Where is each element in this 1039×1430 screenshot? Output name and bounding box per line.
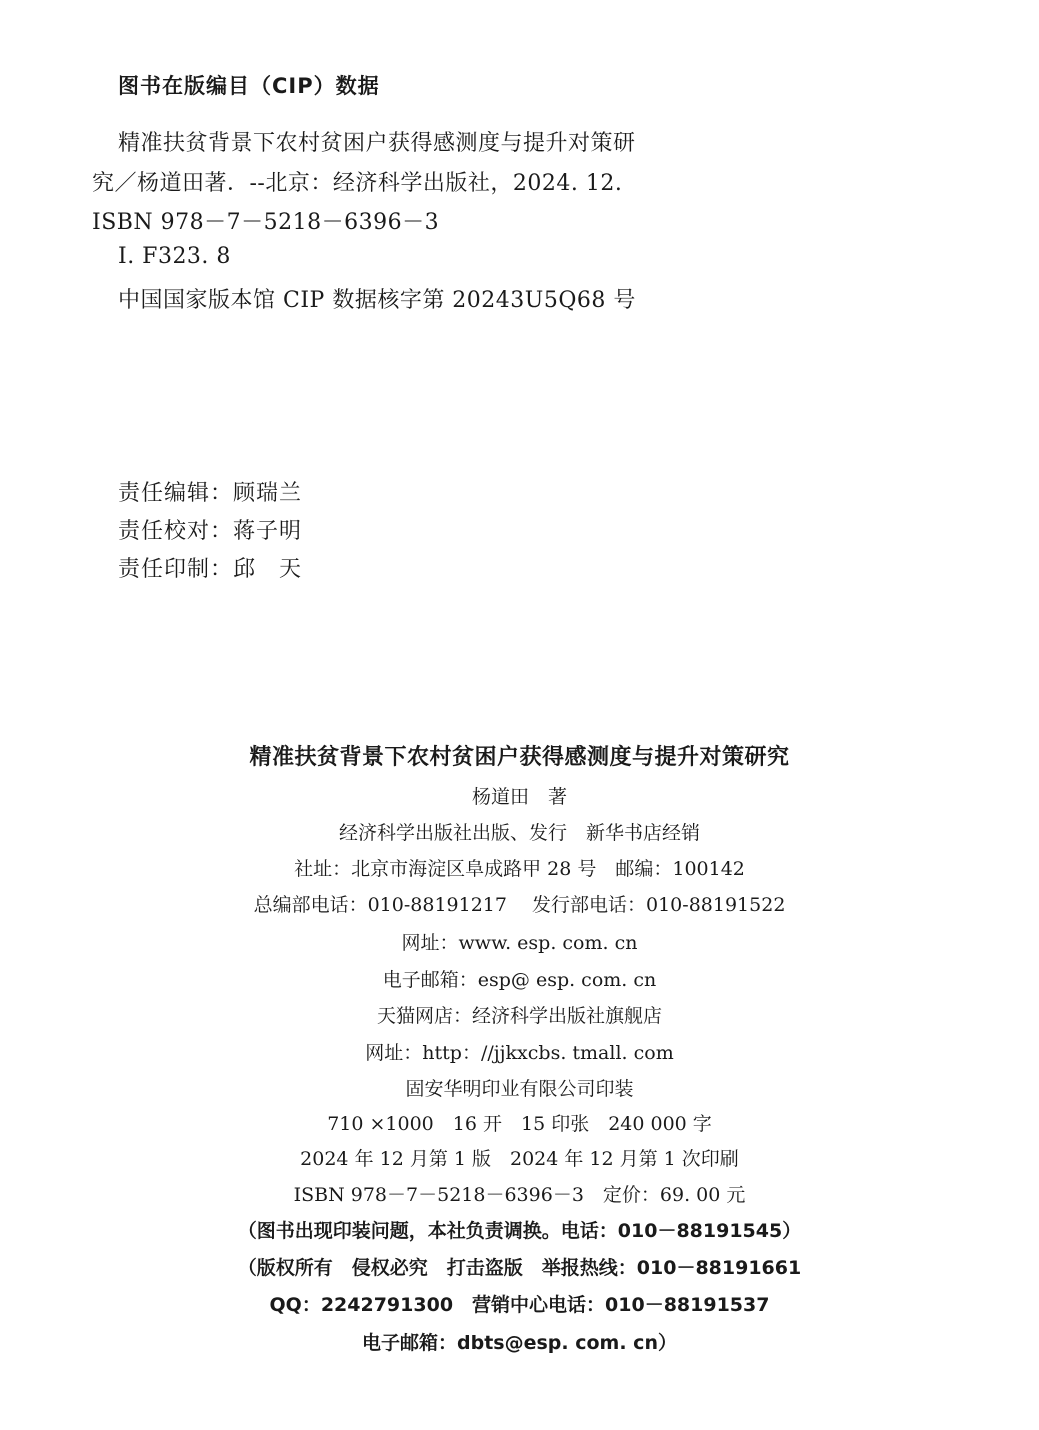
responsible-editor: 责任编辑：顾瑞兰 (118, 481, 303, 506)
cip-heading: 图书在版编目（CIP）数据 (118, 74, 380, 98)
notice-email: 电子邮箱：dbts@esp. com. cn） (362, 1332, 677, 1354)
cip-isbn-line: ISBN 978－7－5218－6396－3 (92, 210, 440, 235)
website-line: 网址：www. esp. com. cn (401, 932, 638, 954)
publisher-line: 经济科学出版社出版、发行 新华书店经销 (338, 822, 700, 844)
printer-line: 固安华明印业有限公司印装 (405, 1078, 634, 1100)
cip-classification-line: Ⅰ. F323. 8 (118, 244, 231, 269)
responsible-proofreader: 责任校对：蒋子明 (118, 519, 303, 544)
notice-contact: QQ：2242791300 营销中心电话：010－88191537 (269, 1294, 770, 1316)
book-title: 精准扶贫背景下农村贫困户获得感测度与提升对策研究 (249, 745, 790, 770)
phone-numbers: 总编部电话：010-88191217 发行部电话：010-88191522 (253, 894, 786, 916)
isbn-price-line: ISBN 978－7－5218－6396－3 定价：69. 00 元 (293, 1184, 746, 1206)
print-specs-line: 710 ×1000 16 开 15 印张 240 000 字 (327, 1113, 712, 1135)
edition-line: 2024 年 12 月第 1 版 2024 年 12 月第 1 次印刷 (300, 1148, 739, 1170)
cip-title-line: 精准扶贫背景下农村贫困户获得感测度与提升对策研 (118, 131, 636, 156)
book-author: 杨道田 著 (471, 786, 567, 808)
responsible-printing: 责任印制：邱 天 (118, 557, 303, 582)
tmall-url-line: 网址：http：//jjkxcbs. tmall. com (365, 1042, 674, 1064)
notice-copyright: （版权所有 侵权必究 打击盗版 举报热线：010－88191661 (237, 1257, 802, 1279)
tmall-store-line: 天猫网店：经济科学出版社旗舰店 (376, 1005, 662, 1027)
cip-author-publisher-line: 究／杨道田著．--北京：经济科学出版社，2024. 12. (92, 171, 623, 196)
email-line: 电子邮箱：esp@ esp. com. cn (382, 969, 657, 991)
notice-replacement: （图书出现印装问题，本社负责调换。电话：010－88191545） (237, 1220, 802, 1242)
cip-record-number-line: 中国国家版本馆 CIP 数据核字第 20243U5Q68 号 (118, 288, 636, 313)
publisher-address: 社址：北京市海淀区阜成路甲 28 号 邮编：100142 (294, 858, 745, 880)
